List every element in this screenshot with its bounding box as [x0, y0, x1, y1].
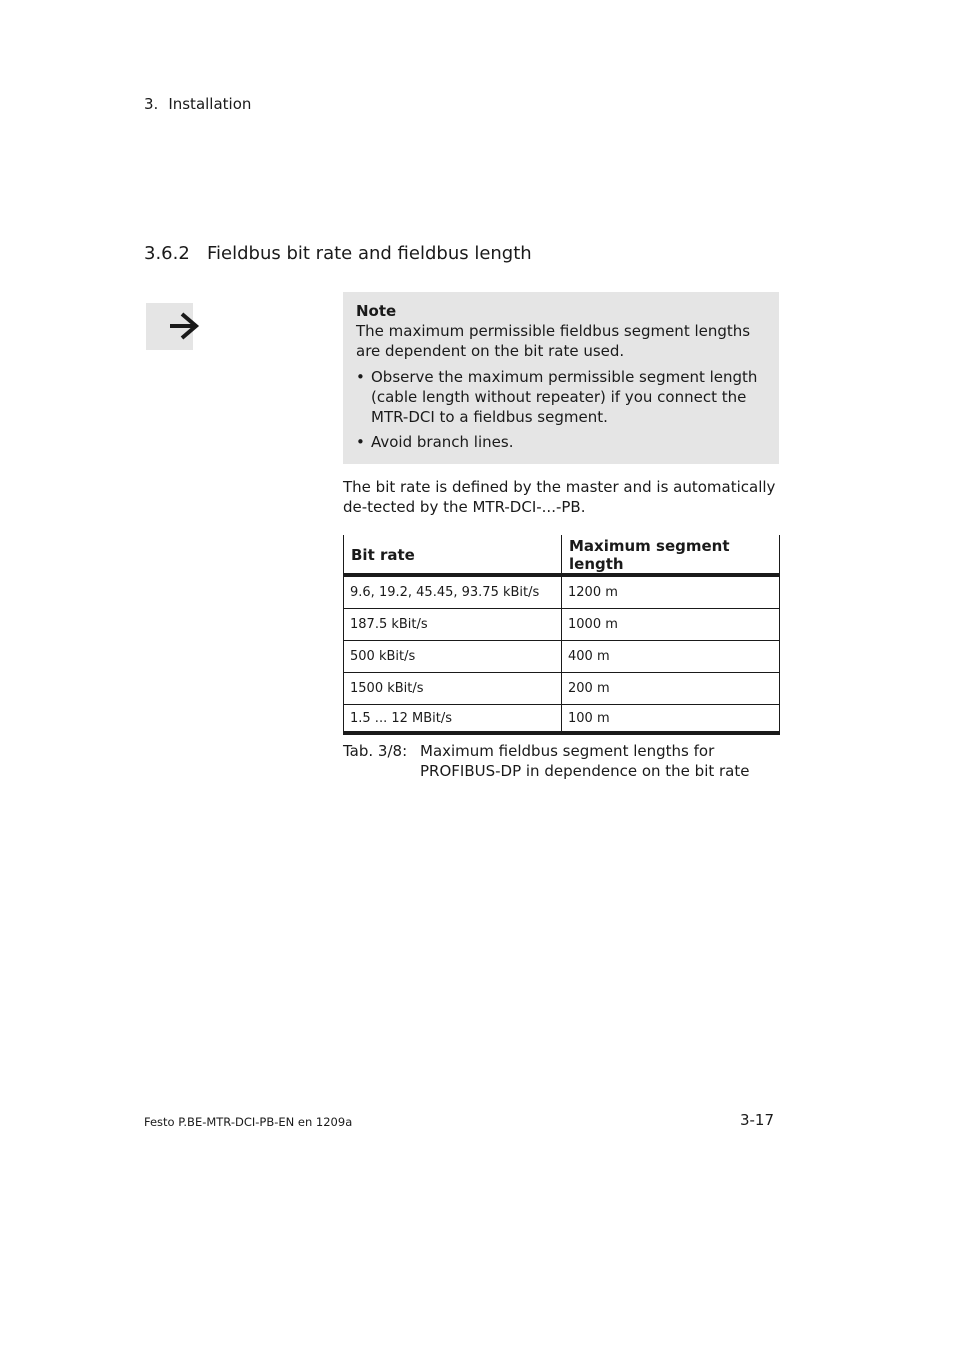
table-caption	[343, 741, 783, 781]
cell-max-length: 100 m	[562, 705, 780, 734]
cell-bit-rate: 9.6, 19.2, 45.45, 93.75 kBit/s	[344, 575, 562, 609]
section-title: Fieldbus bit rate and fieldbus length	[207, 243, 532, 264]
note-bullet-text: Avoid branch lines.	[371, 433, 514, 451]
table-row	[344, 705, 780, 734]
note-bullet-text: Observe the maximum permissible segment length (cable length without repeater) if you connect the MTR-DCI to a fieldbus segment.	[371, 368, 758, 426]
running-header	[144, 95, 251, 113]
section-heading	[144, 243, 532, 264]
cell-bit-rate: 500 kBit/s	[344, 641, 562, 673]
cell-max-length: 1200 m	[562, 575, 780, 609]
table-header-row	[344, 535, 780, 575]
header-max-length: Maximum segment length	[562, 535, 780, 575]
cell-max-length: 400 m	[562, 641, 780, 673]
caption-label: Tab. 3/8:	[343, 742, 408, 760]
section-number: 3.6.2	[144, 243, 190, 264]
footer-document-id: Festo P.BE-MTR-DCI-PB-EN en 1209a	[144, 1115, 353, 1129]
note-bullet-list	[356, 367, 766, 452]
note-box	[343, 292, 779, 464]
cell-bit-rate: 187.5 kBit/s	[344, 609, 562, 641]
cell-max-length: 1000 m	[562, 609, 780, 641]
table-row	[344, 673, 780, 705]
table-row	[344, 609, 780, 641]
cell-bit-rate: 1500 kBit/s	[344, 673, 562, 705]
footer-page-number: 3-17	[739, 1111, 774, 1129]
note-text: The maximum permissible fieldbus segment lengths are dependent on the bit rate used.	[356, 322, 751, 360]
table-row	[344, 641, 780, 673]
bit-rate-table	[343, 535, 780, 735]
chapter-title: Installation	[168, 95, 252, 113]
body-paragraph: The bit rate is defined by the master and is automatically de-tected by the MTR-DCI-...-PB.	[343, 478, 776, 516]
note-bullet: • Observe the maximum permissible segment length (cable length without repeater) if you connect the MTR-DCI to a fieldbus segment.	[356, 368, 758, 426]
chapter-number: 3.	[144, 95, 159, 113]
cell-max-length: 200 m	[562, 673, 780, 705]
caption-text: Maximum fieldbus segment lengths for PROFIBUS-DP in dependence on the bit rate	[420, 742, 750, 780]
cell-bit-rate: 1.5 ... 12 MBit/s	[344, 705, 562, 734]
table-row	[344, 575, 780, 609]
note-bullet: • Avoid branch lines.	[356, 433, 514, 451]
arrow-right-icon	[146, 303, 193, 350]
header-bit-rate: Bit rate	[344, 535, 562, 575]
note-title: Note	[356, 302, 397, 320]
